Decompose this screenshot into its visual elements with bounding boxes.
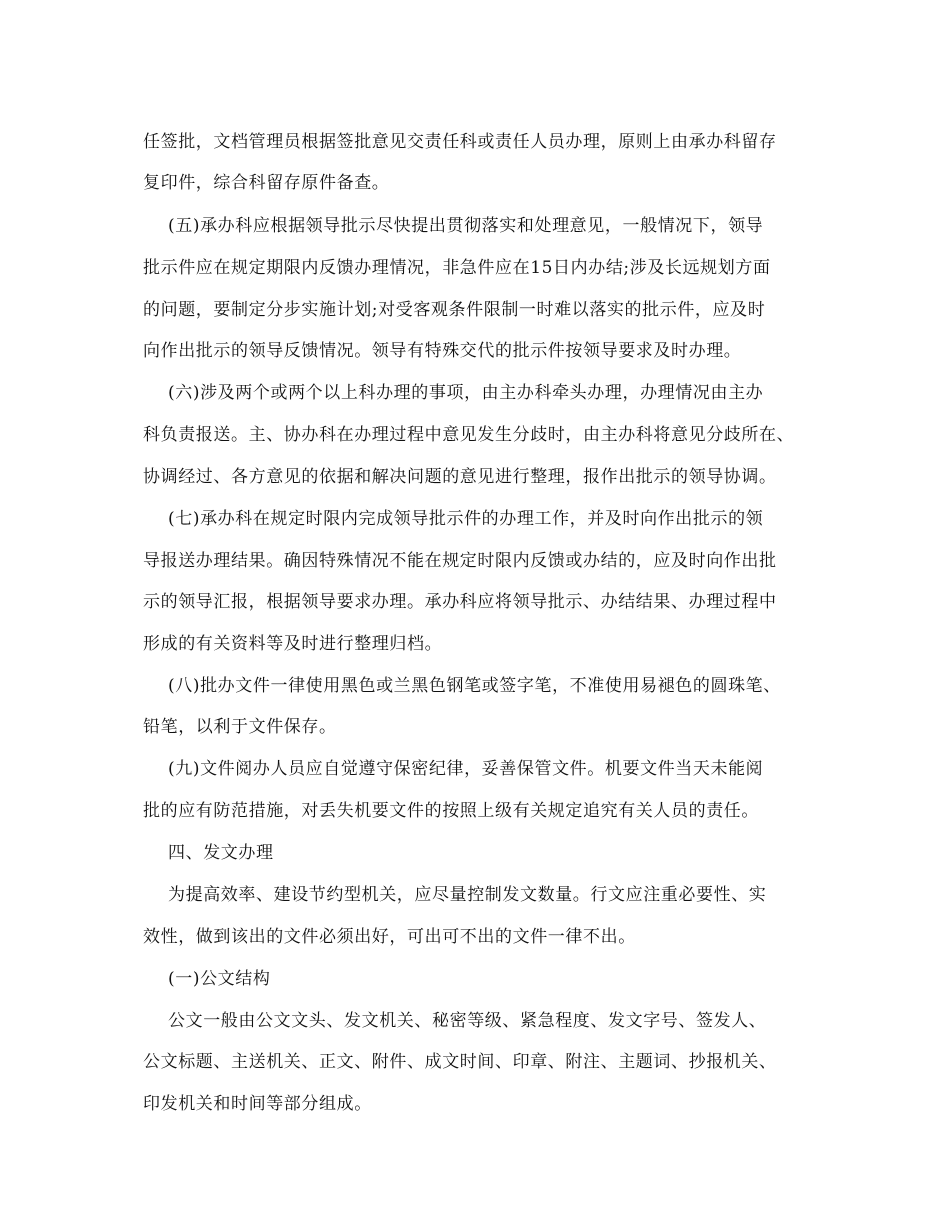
section-heading: 四、发文办理 <box>168 843 274 863</box>
text-line: 形成的有关资料等及时进行整理归档。 <box>143 634 443 654</box>
text-line: 向作出批示的领导反馈情况。领导有特殊交代的批示件按领导要求及时办理。 <box>143 341 742 361</box>
text-line: (九)文件阅办人员应自觉遵守保密纪律，妥善保管文件。机要文件当天未能阅 <box>168 759 764 779</box>
text-line: 公文标题、主送机关、正文、附件、成文时间、印章、附注、主题词、抄报机关、 <box>143 1052 777 1072</box>
text-line: 任签批，文档管理员根据签批意见交责任科或责任人员办理，原则上由承办科留存 <box>143 132 777 152</box>
text-line: (八)批办文件一律使用黑色或兰黑色钢笔或签字笔，不准使用易褪色的圆珠笔、 <box>168 676 781 696</box>
text-line: 印发机关和时间等部分组成。 <box>143 1094 372 1114</box>
text-line: 科负责报送。主、协办科在办理过程中意见发生分歧时，由主办科将意见分歧所在、 <box>143 425 795 445</box>
text-line: 批示件应在规定期限内反馈办理情况，非急件应在15日内办结;涉及长远规划方面 <box>143 258 771 278</box>
text-line: (五)承办科应根据领导批示尽快提出贯彻落实和处理意见，一般情况下，领导 <box>168 216 764 236</box>
text-line: 示的领导汇报，根据领导要求办理。承办科应将领导批示、办结结果、办理过程中 <box>143 592 777 612</box>
text-line: 批的应有防范措施，对丢失机要文件的按照上级有关规定追究有关人员的责任。 <box>143 801 759 821</box>
text-line: (七)承办科在规定时限内完成领导批示件的办理工作，并及时向作出批示的领 <box>168 509 764 529</box>
subsection-heading: (一)公文结构 <box>168 969 271 989</box>
text-line: (六)涉及两个或两个以上科办理的事项，由主办科牵头办理，办理情况由主办 <box>168 383 764 403</box>
text-line: 公文一般由公文文头、发文机关、秘密等级、紧急程度、发文字号、签发人、 <box>168 1011 767 1031</box>
text-line: 铅笔，以利于文件保存。 <box>143 717 337 737</box>
text-line: 导报送办理结果。确因特殊情况不能在规定时限内反馈或办结的，应及时向作出批 <box>143 551 777 571</box>
text-line: 的问题，要制定分步实施计划;对受客观条件限制一时难以落实的批示件，应及时 <box>143 300 766 320</box>
text-line: 复印件，综合科留存原件备查。 <box>143 173 390 193</box>
text-line: 为提高效率、建设节约型机关，应尽量控制发文数量。行文应注重必要性、实 <box>168 885 767 905</box>
text-line: 效性，做到该出的文件必须出好，可出可不出的文件一律不出。 <box>143 927 636 947</box>
text-line: 协调经过、各方意见的依据和解决问题的意见进行整理，报作出批示的领导协调。 <box>143 467 777 487</box>
